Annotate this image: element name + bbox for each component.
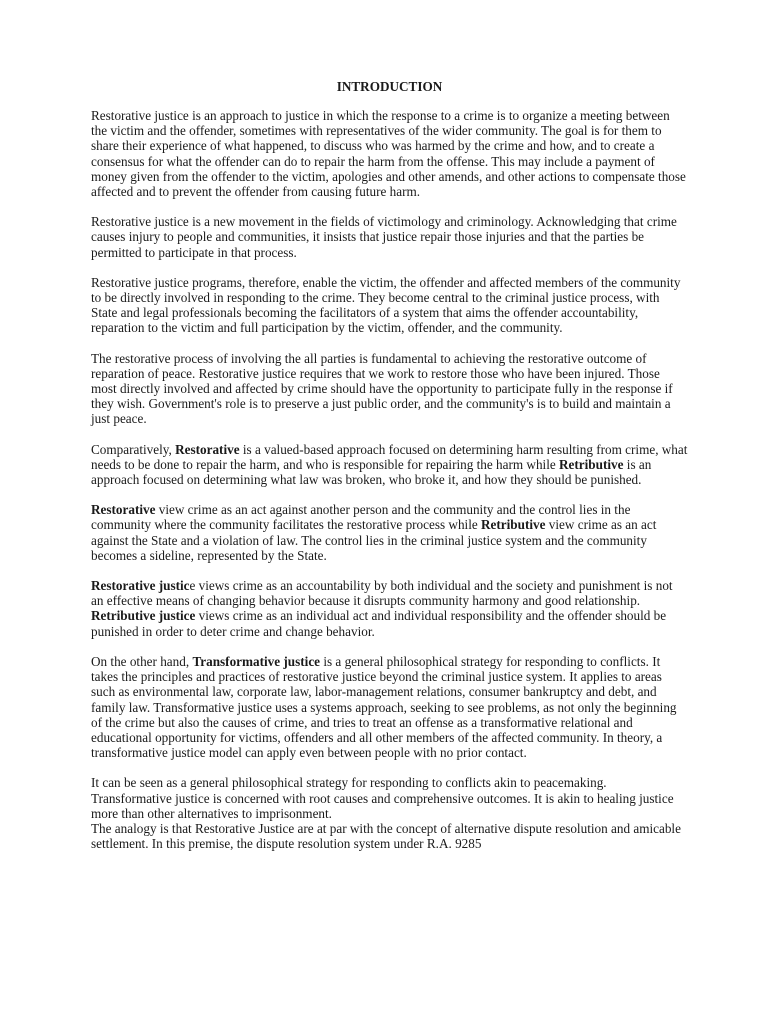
paragraph-restorative-process: The restorative process of involving the all parties is fundamental to achieving the restorative outcome of reparation of peace. Restorative justice requires that we work to restore those who have been injured. Those most directly involved and affected by crime should have the opportunity to participate fully in the response if they wish. Government's role is to preserve a just public order, and the community's is to build and maintain a just peace.: [91, 350, 673, 427]
page-title: INTRODUCTION: [336, 79, 443, 94]
text-segment: e views crime as an accountability by both individual and the society and punishment is not an effective means of changing behavior because it disrupts community harmony and good relationship.: [91, 578, 673, 609]
paragraph-view-crime: [91, 502, 688, 563]
bold-term-transformative-justice: Transformative justice: [192, 653, 321, 669]
bold-term-restorative: Restorative: [175, 441, 240, 457]
bold-term-retributive-justice: Retributive justice: [91, 608, 196, 624]
paragraph-analogy: The analogy is that Restorative Justice are at par with the concept of alternative dispute resolution and amicable settlement. In this premise, the dispute resolution system under R.A. 9285: [91, 820, 681, 852]
text-segment: On the other hand,: [91, 653, 193, 669]
text-segment: is a general philosophical strategy for responding to conflicts. It takes the principles and practices of restorative justice beyond the criminal justice system. It applies to areas such as environmental law, corporate law, labor-management relations, consumer bankruptcy and debt, and family law. Transformative justice uses a systems approach, seeking to see problems, as not only the beginning of the crime but also the causes of crime, and tries to treat an offense as a transformative relational and educational opportunity for victims, offenders and all other members of the affected community. In theory, a transformative justice model can apply even between people with no prior contact.: [91, 653, 677, 761]
paragraph-new-movement: Restorative justice is a new movement in the fields of victimology and criminology. Acknowledging that crime causes injury to people and communities, it insists that justice repair those injuries and that the parties be permitted to participate in that process.: [91, 214, 677, 260]
paragraph-transformative: [91, 654, 688, 760]
bold-term-retributive: Retributive: [559, 456, 624, 472]
text-segment: view crime as an act against another person and the community and the control lies in the community where the community facilitates the restorative process while: [91, 502, 631, 533]
text-segment: views crime as an individual act and individual responsibility and the offender should be punished in order to deter crime and change behavior.: [91, 608, 667, 639]
paragraph-restorative-definition: Restorative justice is an approach to justice in which the response to a crime is to organize a meeting between the victim and the offender, sometimes with representatives of the wider community. The goal is for them to share their experience of what happened, to discuss who was harmed by the crime and how, and to create a consensus for what the offender can do to repair the harm from the offense. This may include a payment of money given from the offender to the victim, apologies and other amends, and other actions to compensate those affected and to prevent the offender from causing future harm.: [91, 108, 686, 200]
bold-term-restorative-justice: Restorative justic: [91, 578, 190, 594]
paragraph-programs: Restorative justice programs, therefore, enable the victim, the offender and affected members of the community to be directly involved in responding to the crime. They become central to the criminal justice process, with State and legal professionals becoming the facilitators of a system that aims the offender accountability, reparation to the victim and full participation by the victim, offender, and the community.: [91, 274, 681, 336]
bold-term-restorative: Restorative: [91, 502, 156, 518]
paragraph-peacemaking: It can be seen as a general philosophical strategy for responding to conflicts akin to peacemaking. Transformative justice is concerned with root causes and comprehensive outcomes. It is akin to healing justice more than other alternatives to imprisonment.: [91, 775, 674, 821]
text-segment: Comparatively,: [91, 441, 176, 457]
bold-term-retributive: Retributive: [481, 517, 546, 533]
text-segment: is an approach focused on determining what law was broken, who broke it, and how they should be punished.: [91, 456, 652, 488]
text-segment: view crime as an act against the State and a violation of law. The control lies in the criminal justice system and the community becomes a sideline, represented by the State.: [91, 517, 657, 563]
paragraph-comparison: [91, 442, 688, 488]
paragraph-accountability: [91, 578, 688, 639]
text-segment: is a valued-based approach focused on determining harm resulting from crime, what needs to be done to repair the harm, and who is responsible for repairing the harm while: [91, 441, 688, 472]
